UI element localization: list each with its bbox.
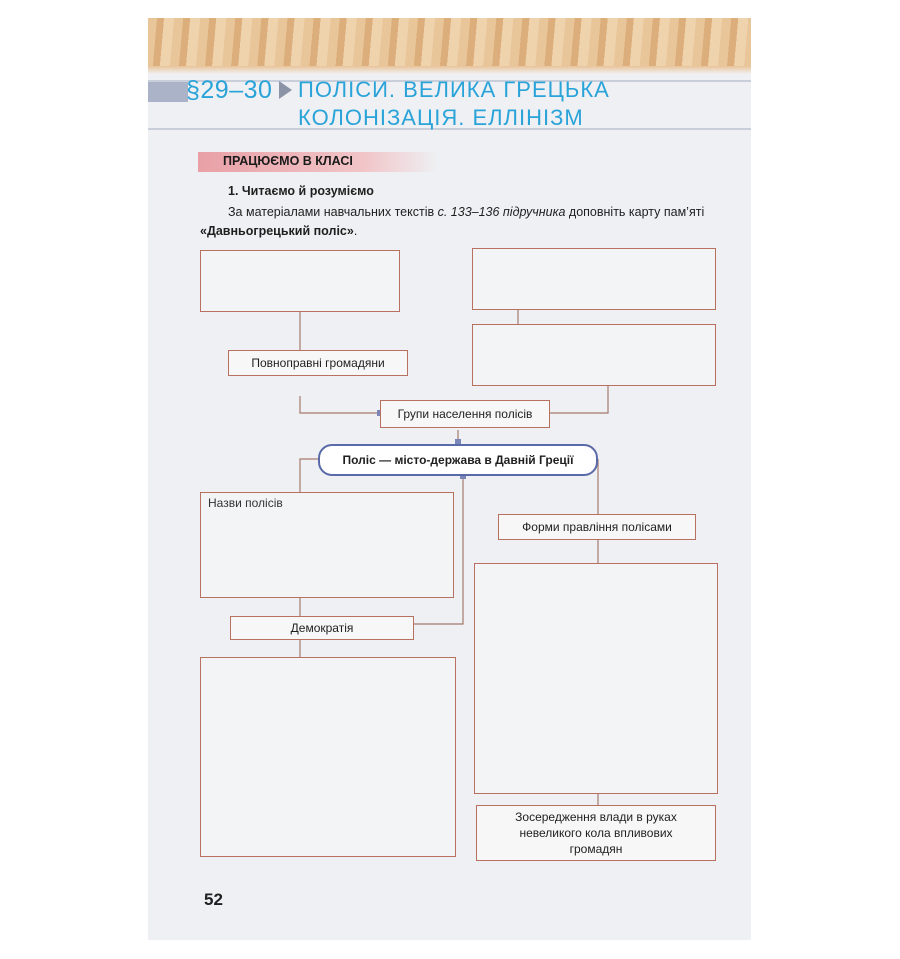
central-concept-node: Поліс — місто-держава в Давній Греції — [318, 444, 598, 476]
blank-box-top-left[interactable] — [200, 250, 400, 312]
instruction-title: «Давньогрецький поліс» — [200, 224, 354, 238]
full-citizens-node: Повноправні громадяни — [228, 350, 408, 376]
instruction-middle: доповніть карту пам’яті — [565, 205, 705, 219]
polis-names-label: Назви полісів — [208, 496, 283, 510]
page-number: 52 — [204, 890, 223, 909]
section-label: ПРАЦЮЄМО В КЛАСІ — [223, 154, 353, 168]
instruction-prefix: За матеріалами навчальних текстів — [228, 205, 438, 219]
government-forms-node: Форми правління полісами — [498, 514, 696, 540]
blank-box-democracy[interactable] — [200, 657, 456, 857]
instruction-pages: с. 133–136 підручника — [437, 205, 566, 219]
blank-box-government-forms[interactable] — [474, 563, 718, 794]
task-subheading: 1. Читаємо й розуміємо — [228, 184, 374, 198]
blank-box-top-right[interactable] — [472, 248, 716, 310]
workbook-page — [148, 18, 751, 940]
paragraph-number: §29–30 — [186, 76, 273, 104]
page-title: ПОЛІСИ. ВЕЛИКА ГРЕЦЬКА КОЛОНІЗАЦІЯ. ЕЛЛІНІЗМ — [298, 77, 610, 130]
oligarchy-description-node: Зосередження влади в руках невеликого кола впливових громадян — [476, 805, 716, 861]
democracy-node: Демократія — [230, 616, 414, 640]
blank-box-middle-right[interactable] — [472, 324, 716, 386]
instruction-end: . — [353, 224, 358, 238]
population-groups-node: Групи населення полісів — [380, 400, 550, 428]
